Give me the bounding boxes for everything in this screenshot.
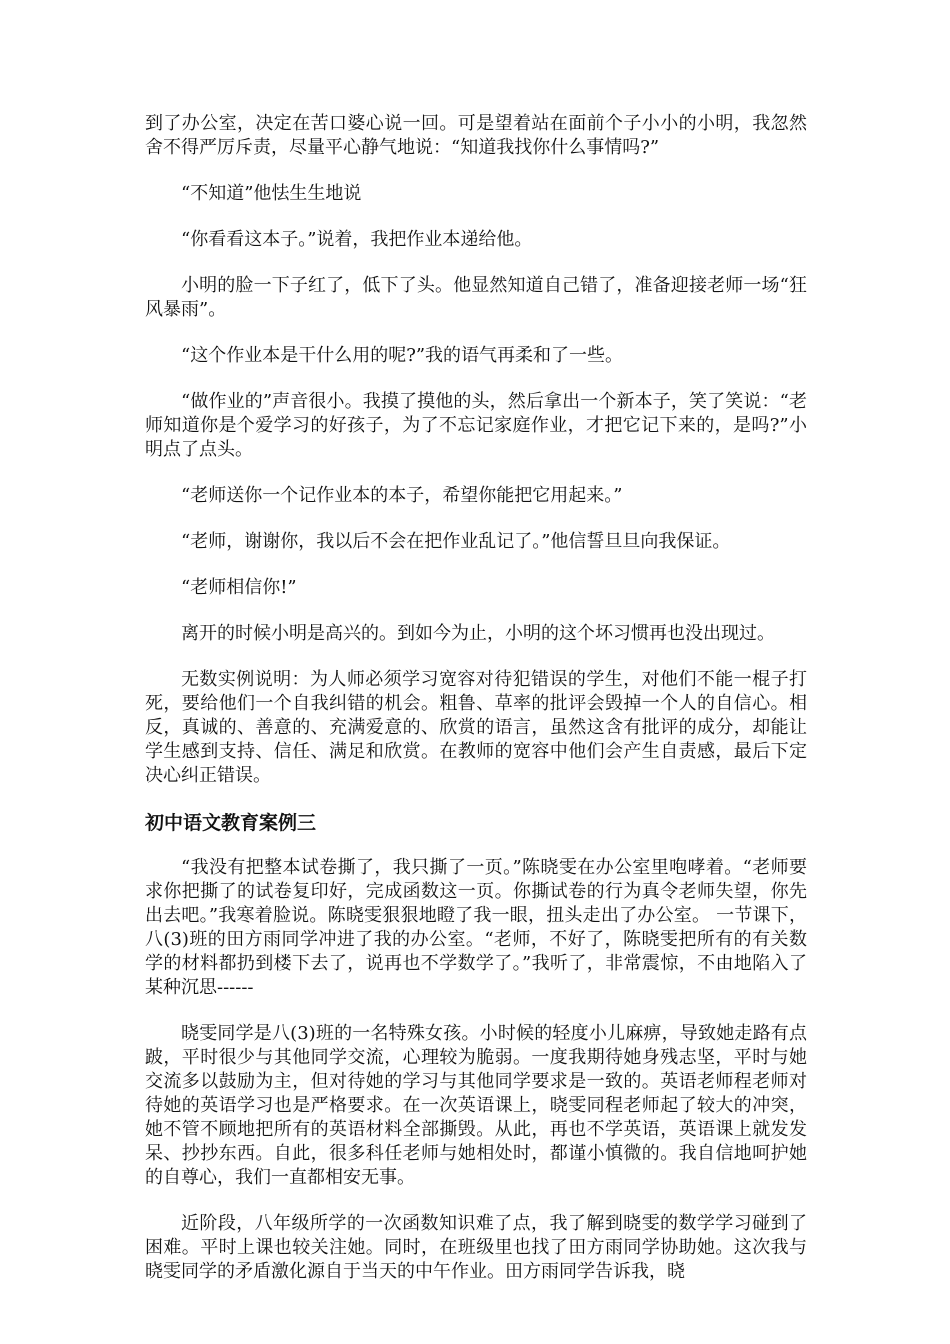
section-heading: 初中语文教育案例三 xyxy=(145,812,317,834)
paragraph-11: 无数实例说明：为人师必须学习宽容对待犯错误的学生，对他们不能一棍子打死，要给他们一个自我纠错的机会。粗鲁、草率的批评会毁掉一个人的自信心。相反，真诚的、善意的、充满爱意的、欣赏的语言，虽然这含有批评的成分，却能让学生感到支持、信任、满足和欣赏。在教师的宽容中他们会产生自责感，最后下定决心纠正错误。 xyxy=(145,669,807,786)
paragraph-14: 近阶段，八年级所学的一次函数知识难了点，我了解到晓雯的数学学习碰到了困难。平时上课也较关注她。同时，在班级里也找了田方雨同学协助她。这次我与晓雯同学的矛盾激化源自于当天的中午作业。田方雨同学告诉我，晓 xyxy=(145,1213,807,1282)
paragraph-7: “老师送你一个记作业本的本子，希望你能把它用起来。” xyxy=(181,485,623,506)
paragraph-4: 小明的脸一下子红了，低下了头。他显然知道自己错了，准备迎接老师一场“狂风暴雨”。 xyxy=(145,275,807,320)
paragraph-8: “老师，谢谢你，我以后不会在把作业乱记了。”他信誓旦旦向我保证。 xyxy=(181,531,731,552)
paragraph-1: 到了办公室，决定在苦口婆心说一回。可是望着站在面前个子小小的小明，我忽然舍不得严厉斥责，尽量平心静气地说：“知道我找你什么事情吗?” xyxy=(145,113,807,158)
paragraph-9: “老师相信你!” xyxy=(181,577,297,598)
document-page xyxy=(145,112,807,1306)
paragraph-12: “我没有把整本试卷撕了，我只撕了一页。”陈晓雯在办公室里咆哮着。“老师要求你把撕了的试卷复印好，完成函数这一页。你撕试卷的行为真令老师失望，你先出去吧。”我寒着脸说。陈晓雯狠狠地瞪了我一眼，扭头走出了办公室。 一节课下，八(3)班的田方雨同学冲进了我的办公室。“老师，不好了，陈晓雯把所有的有关数学的材料都扔到楼下去了，说再也不学数学了。”我听了，非常震惊，不由地陷入了某种沉思------ xyxy=(145,857,807,998)
paragraph-13: 晓雯同学是八(3)班的一名特殊女孩。小时候的轻度小儿麻痹，导致她走路有点跛，平时很少与其他同学交流，心理较为脆弱。一度我期待她身残志坚，平时与她交流多以鼓励为主，但对待她的学习与其他同学要求是一致的。英语老师程老师对待她的英语学习也是严格要求。在一次英语课上，晓雯同程老师起了较大的冲突，她不管不顾地把所有的英语材料全部撕毁。从此，再也不学英语，英语课上就发发呆、抄抄东西。自此，很多科任老师与她相处时，都谨小慎微的。我自信地呵护她的自尊心，我们一直都相安无事。 xyxy=(145,1023,807,1188)
paragraph-6: “做作业的”声音很小。我摸了摸他的头，然后拿出一个新本子，笑了笑说：“老师知道你是个爱学习的好孩子，为了不忘记家庭作业，才把它记下来的，是吗?”小明点了点头。 xyxy=(145,391,807,460)
paragraph-3: “你看看这本子。”说着，我把作业本递给他。 xyxy=(181,229,533,250)
paragraph-10: 离开的时候小明是高兴的。到如今为止，小明的这个坏习惯再也没出现过。 xyxy=(181,623,775,644)
paragraph-2: “不知道”他怯生生地说 xyxy=(181,183,362,204)
paragraph-5: “这个作业本是干什么用的呢?”我的语气再柔和了一些。 xyxy=(181,345,624,366)
